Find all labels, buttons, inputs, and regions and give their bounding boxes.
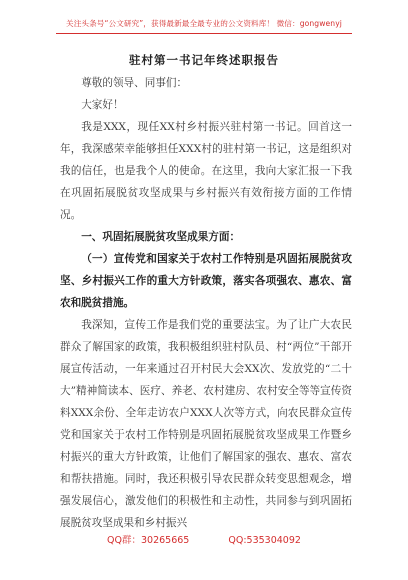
subsection-heading: （一）宣传党和国家关于农村工作特别是巩固拓展脱贫攻坚、乡村振兴工作的重大方针政策，落实各项强农、惠农、富农和脱贫措施。 [60,253,352,309]
document-title: 驻村第一书记年终述职报告 [129,53,279,67]
header-banner: 关注头条号“公文研究”，获得最新最全最专业的公文资料库！ 微信：gongwenyj [66,19,342,28]
intro-paragraph: 我是XXX，现任XX村乡村振兴驻村第一书记。回首这一年，我深感荣幸能够担任XXX村的驻村第一书记，这是组织对我的信任，也是我个人的使命。在这里，我向大家汇报一下我在巩固拓展脱贫攻坚成果与乡村振兴有效衔接方面的工作情况。 [60,121,352,221]
section-heading: 一、巩固拓展脱贫攻坚成果方面： [81,231,241,243]
footer-qq-group: QQ群：30265665 [107,535,190,546]
footer-qq: QQ:535304092 [228,535,301,546]
salutation: 尊敬的领导、同事们： [81,77,188,89]
document-body [60,72,352,534]
greeting: 大家好！ [81,99,124,111]
header-divider [56,33,352,34]
body-paragraph: 我深知，宣传工作是我们党的重要法宝。为了让广大农民群众了解国家的政策，我积极组织驻村队员、村“两位”干部开展宣传活动，一年来通过召开村民大会XX次、发放党的“二十大”精神简读本、医疗、养老、农村建房、农村安全等等宣传资料XXX余份、全年走访农户XXX人次等方式，向农民群众宣传党和国家关于农村工作特别是巩固拓展脱贫攻坚成果工作暨乡村振兴的重大方针政策，让他们了解国家的强农、惠农、富农和帮扶措施。同时，我还积极引导农民群众转变思想观念，增强发展信心，激发他们的积极性和主动性，共同参与到巩固拓展脱贫攻坚成果和乡村振兴 [60,319,352,529]
footer-contact [0,532,408,546]
